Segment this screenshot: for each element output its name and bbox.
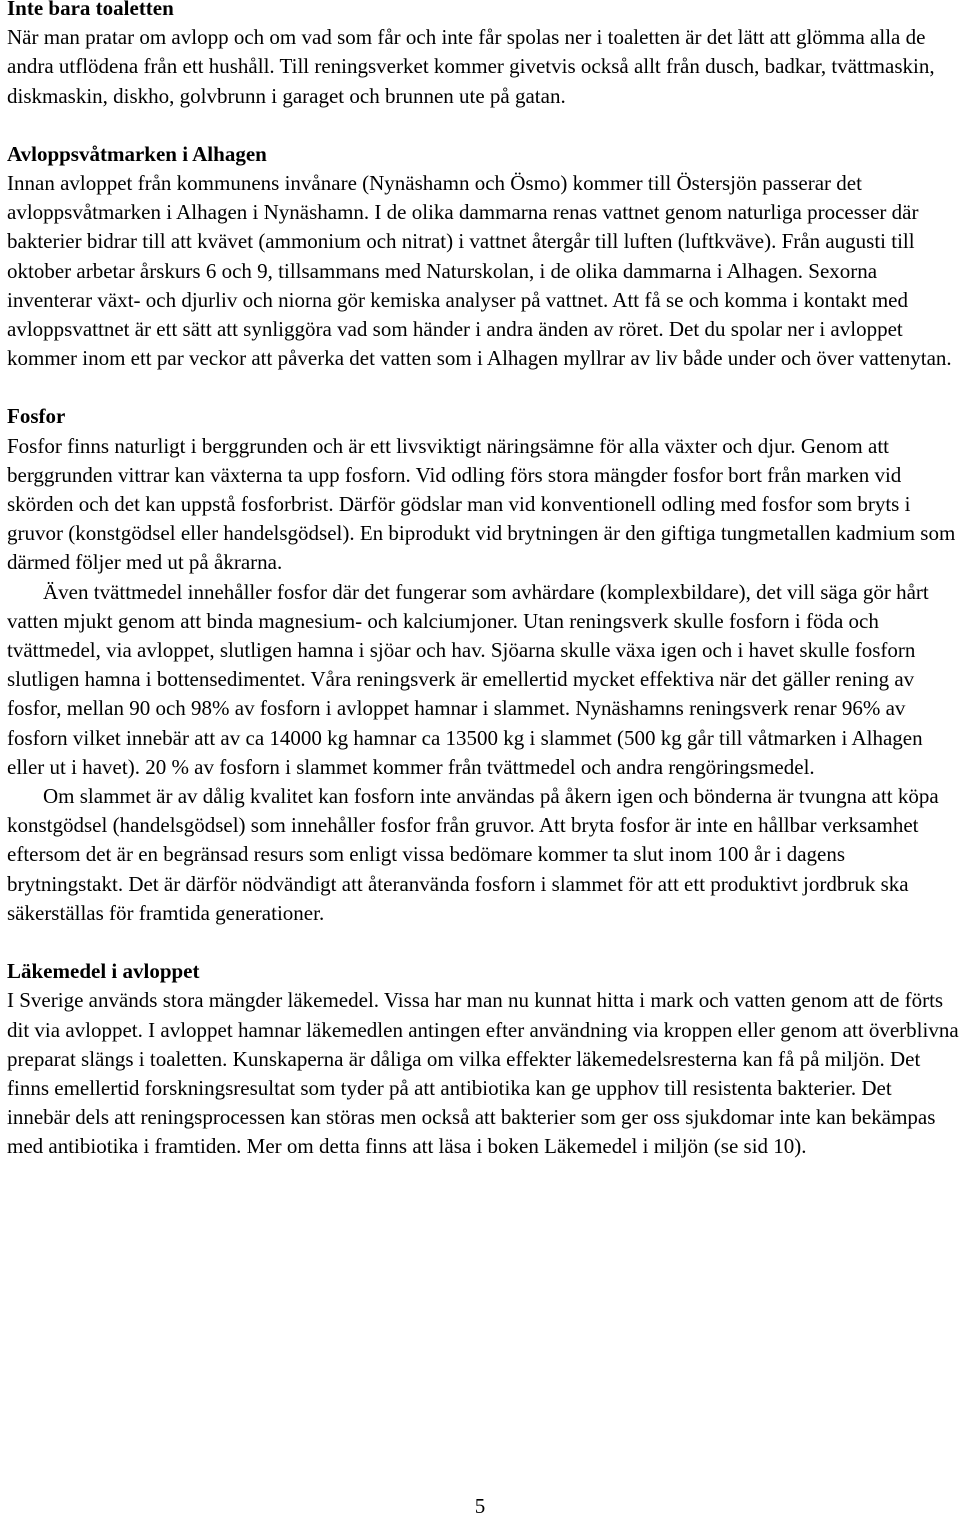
paragraph: I Sverige används stora mängder läkemedel. Vissa har man nu kunnat hitta i mark och vatten genom att de förts dit via avloppet. I avloppet hamnar läkemedlen antingen efter användning via kroppen eller genom att överblivna preparat slängs i toaletten. Kunskaperna är dåliga om vilka effekter läkemedelsresterna kan få på miljön. Det finns emellertid forskningsresultat som tyder på att antibiotika kan ge upphov till resistenta bakterier. Det innebär dels att reningsprocessen kan störas men också att bakterier som ger oss sjukdomar inte kan bekämpas med antibiotika i framtiden. Mer om detta finns att läsa i boken Läkemedel i miljön (se sid 10).: [7, 988, 959, 1159]
paragraph: Fosfor finns naturligt i berggrunden och är ett livsviktigt näringsämne för alla växter och djur. Genom att berggrunden vittrar kan växterna ta upp fosforn. Vid odling förs stora mängder fosfor bort från marken vid skörden och det kan uppstå fosforbrist. Därför gödslar man vid konventionell odling med fosfor som bryts i gruvor (konstgödsel eller handelsgödsel). En biprodukt vid brytningen är den giftiga tungmetallen kadmium som därmed följer med ut på åkrarna.: [7, 433, 956, 575]
paragraph: Om slammet är av dålig kvalitet kan fosforn inte användas på åkern igen och bönderna är tvungna att köpa konstgödsel (handelsgödsel) som innehåller fosfor från gruvor. Att bryta fosfor är inte en hållbar verksamhet eftersom det är en begränsad resurs som enligt vissa bedömare kommer ta slut inom 100 år i dagens brytningstakt. Det är därför nödvändigt att återanvända fosforn i slammet för att ett produktivt jordbruk ska säkerställas för framtida generationer.: [7, 784, 939, 925]
document-page: [7, 0, 959, 1162]
section-inte-bara-toaletten: [7, 0, 959, 111]
section-heading: Fosfor: [7, 404, 66, 429]
section-heading: Läkemedel i avloppet: [7, 959, 200, 984]
section-fosfor: [7, 402, 959, 928]
section-heading: Inte bara toaletten: [7, 0, 174, 20]
paragraph: När man pratar om avlopp och om vad som får och inte får spolas ner i toaletten är det lätt att glömma alla de andra utflödena från ett hushåll. Till reningsverket kommer givetvis också allt från dusch, badkar, tvättmaskin, diskmaskin, diskho, golvbrunn i garaget och brunnen ute på gatan.: [7, 25, 935, 108]
section-avloppsvatmarken: [7, 140, 959, 374]
paragraph: Även tvättmedel innehåller fosfor där det fungerar som avhärdare (komplexbildare), det vill säga gör hårt vatten mjukt genom att binda magnesium- och kalciumjoner. Utan reningsverk skulle fosforn i föda och tvättmedel, via avloppet, slutligen hamna i sjöar och hav. Sjöarna skulle växa igen och i havet skulle fosforn slutligen hamna i bottensedimentet. Våra reningsverk är emellertid mycket effektiva när det gäller rening av fosfor, mellan 90 och 98% av fosforn i avloppet hamnar i slammet. Nynäshamns reningsverk renar 96% av fosforn vilket innebär att av ca 14000 kg hamnar ca 13500 kg i slammet (500 kg går till våtmarken i Alhagen eller ut i havet). 20 % av fosforn i slammet kommer från tvättmedel och andra rengöringsmedel.: [7, 579, 929, 779]
section-heading: Avloppsvåtmarken i Alhagen: [7, 141, 267, 166]
section-lakemedel: [7, 957, 959, 1161]
paragraph: Innan avloppet från kommunens invånare (Nynäshamn och Ösmo) kommer till Östersjön passerar det avloppsvåtmarken i Alhagen i Nynäshamn. I de olika dammarna renas vattnet genom naturliga processer där bakterier bidrar till att kvävet (ammonium och nitrat) i vattnet återgår till luften (luftkväve). Från augusti till oktober arbetar årskurs 6 och 9, tillsammans med Naturskolan, i de olika dammarna i Alhagen. Sexorna inventerar växt- och djurliv och niorna gör kemiska analyser på vattnet. Att få se och komma i kontakt med avloppsvattnet är ett sätt att synliggöra vad som händer i andra änden av röret. Det du spolar ner i avloppet kommer inom ett par veckor att påverka det vatten som i Alhagen myllrar av liv både under och över vattenytan.: [7, 171, 952, 371]
page-number: 5: [474, 1494, 486, 1518]
